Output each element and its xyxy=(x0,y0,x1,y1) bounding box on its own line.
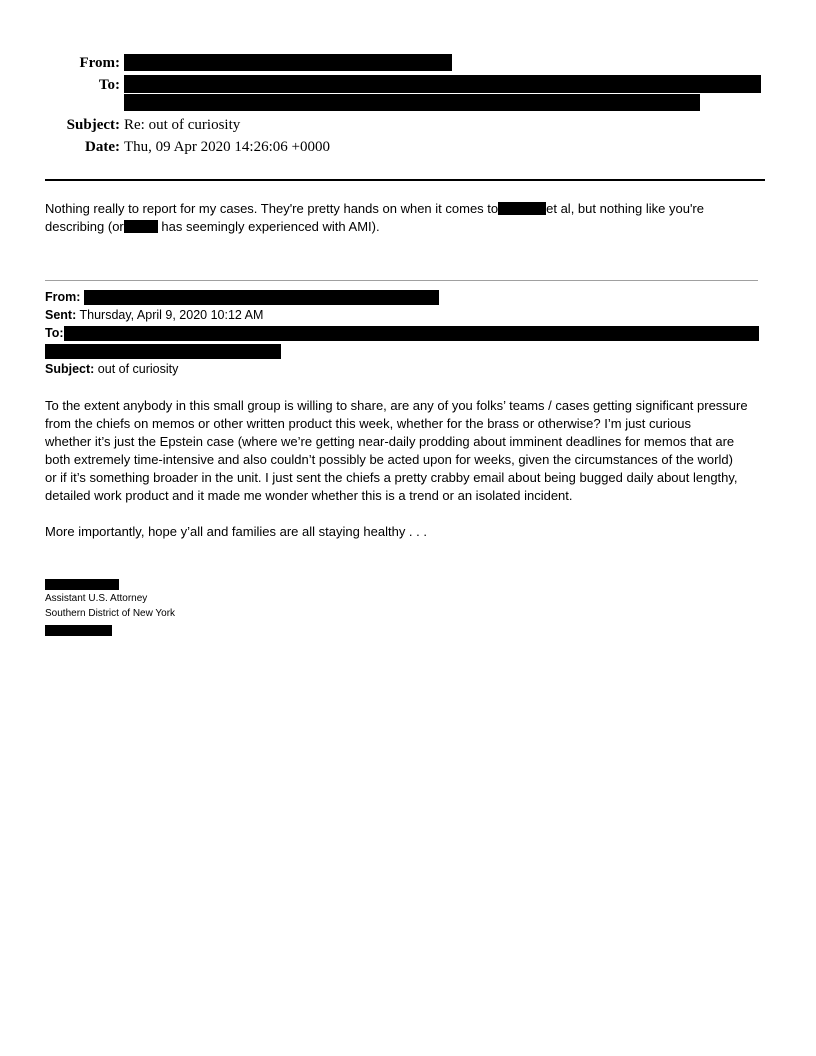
header-subject-label: Subject: xyxy=(66,117,120,133)
reply-text-1a: Nothing really to report for my cases. They're pretty hands on when it comes to xyxy=(45,201,499,216)
header-divider xyxy=(45,179,765,181)
header-date-value: Thu, 09 Apr 2020 14:26:06 +0000 xyxy=(124,139,330,155)
reply-line-2 xyxy=(45,218,775,236)
redaction-signature-name xyxy=(45,579,119,590)
original-subject xyxy=(45,361,178,378)
header-subject-value: Re: out of curiosity xyxy=(124,117,241,133)
redaction-original-to-line1 xyxy=(64,326,759,341)
original-paragraph-line-1: To the extent anybody in this small group is willing to share, are any of you folks’ teams / cases getting significant pressure xyxy=(45,398,748,413)
reply-text-2b: has seemingly experienced with AMI). xyxy=(157,219,380,234)
signature-office: Southern District of New York xyxy=(45,608,176,619)
original-paragraph-line-4: both extremely time-intensive and also couldn’t possibly be acted upon for weeks, given the circumstances of the world) xyxy=(45,452,733,467)
original-to-label: To: xyxy=(45,326,64,340)
reply-text-2a: describing (or xyxy=(45,219,124,234)
original-from-label: From: xyxy=(45,290,81,304)
redaction-original-to-line2 xyxy=(45,344,281,359)
redaction-from xyxy=(124,54,452,71)
original-from xyxy=(45,289,80,306)
redaction-signature-contact xyxy=(45,625,112,636)
original-message-divider xyxy=(45,280,758,281)
original-subject-value: out of curiosity xyxy=(94,362,179,376)
original-sent-label: Sent: xyxy=(45,308,77,322)
redaction-inline-name-2 xyxy=(124,220,158,233)
redaction-original-from xyxy=(84,290,439,305)
redaction-inline-name-1 xyxy=(498,202,546,215)
reply-line-1 xyxy=(45,200,775,218)
header-to-label: To: xyxy=(98,77,120,93)
original-paragraph-line-6: detailed work product and it made me wonder whether this is a trend or an isolated incident. xyxy=(45,488,573,503)
header-date-label: Date: xyxy=(85,139,120,155)
original-paragraph-line-5: or if it’s something broader in the unit. I just sent the chiefs a pretty crabby email about being bugged daily about lengthy, xyxy=(45,470,738,485)
original-subject-label: Subject: xyxy=(45,362,95,376)
original-paragraph-line-3: whether it’s just the Epstein case (where we’re getting near-daily prodding about imminent deadlines for memos that are xyxy=(45,434,735,449)
original-paragraph-line-2: from the chiefs on memos or other written product this week, whether for the brass or otherwise? I’m just curious xyxy=(45,416,691,431)
redaction-to-line1 xyxy=(124,75,761,93)
header-from-label: From: xyxy=(79,55,120,71)
original-paragraph-2: More importantly, hope y’all and families are all staying healthy . . . xyxy=(45,524,427,539)
original-sent-value: Thursday, April 9, 2020 10:12 AM xyxy=(76,308,264,322)
original-to xyxy=(45,325,64,342)
signature-title: Assistant U.S. Attorney xyxy=(45,593,148,604)
original-sent xyxy=(45,307,263,324)
redaction-to-line2 xyxy=(124,94,700,111)
reply-text-1b: et al, but nothing like you're xyxy=(546,201,704,216)
